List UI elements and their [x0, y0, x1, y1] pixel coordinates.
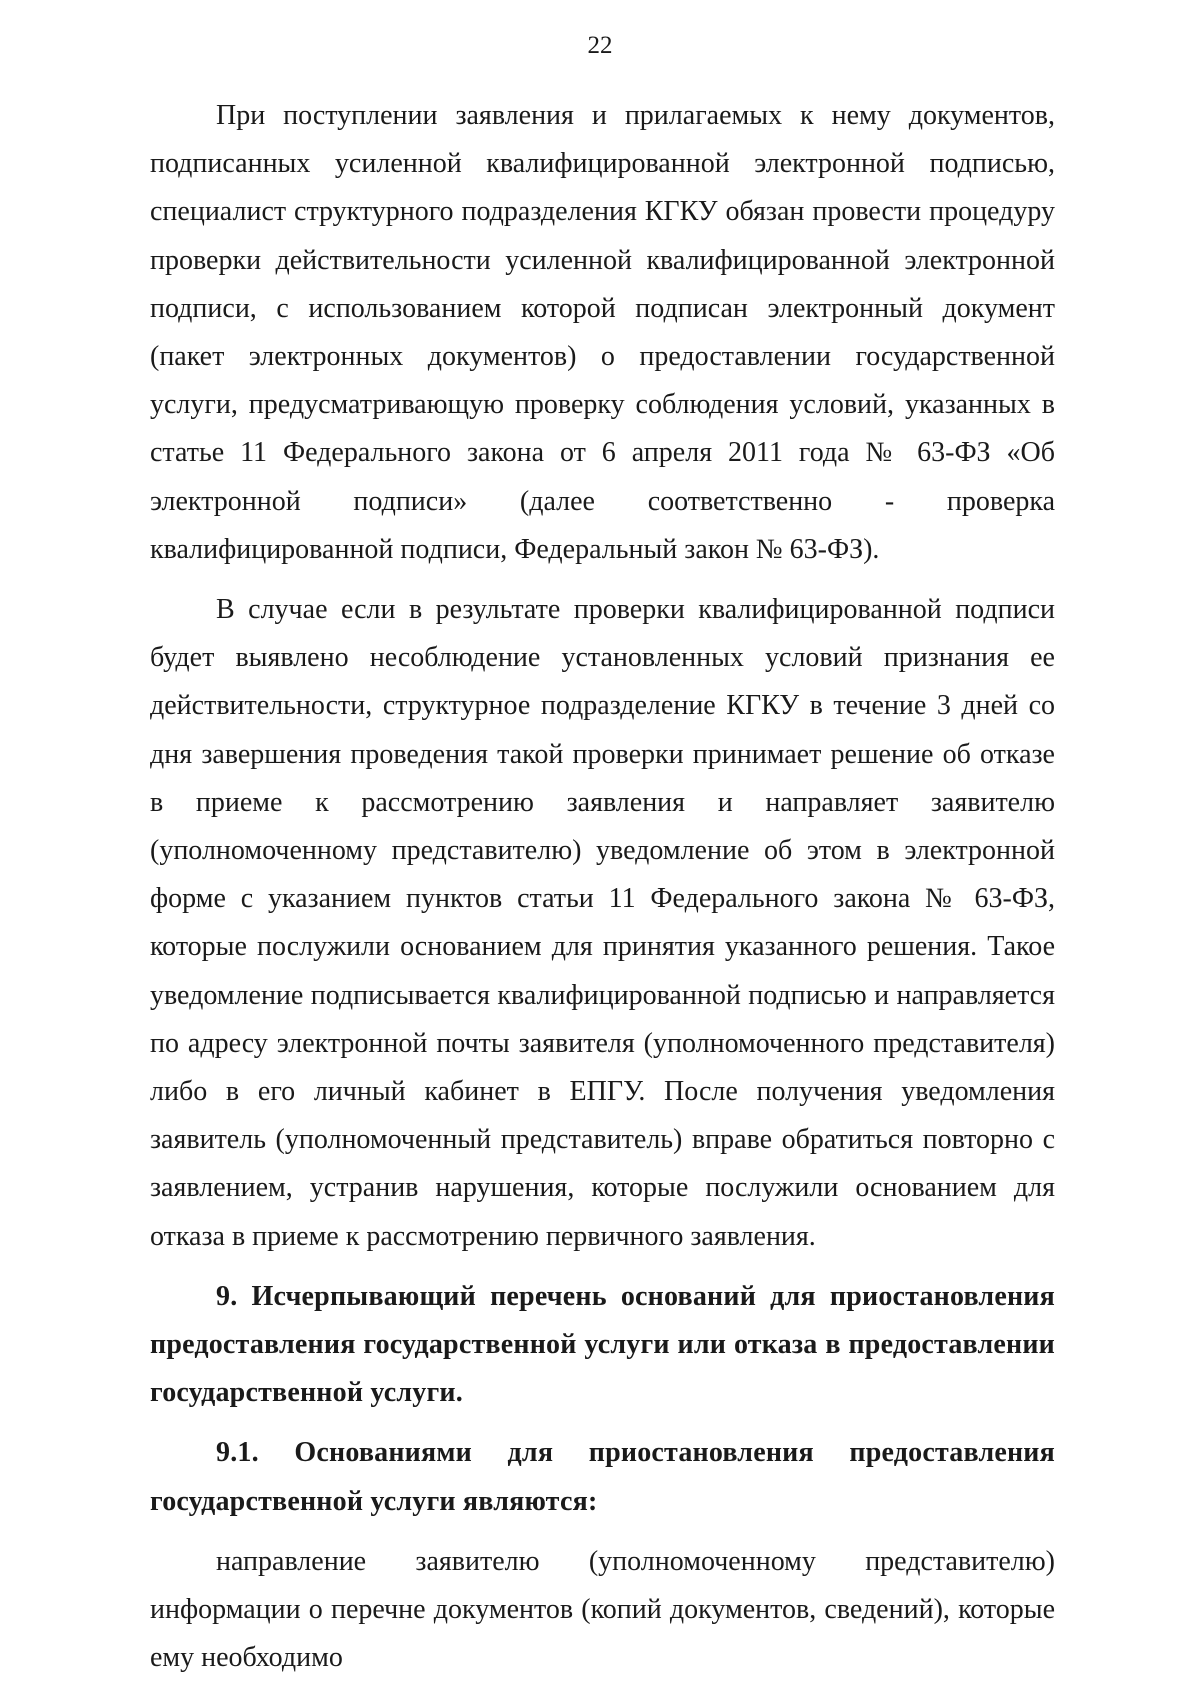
paragraph-refusal-procedure: В случае если в результате проверки квалифицированной подписи будет выявлено несоблюдение установленных условий признания ее действительности, структурное подразделение КГКУ в течение 3 дней со дня завершения проведения такой проверки принимает решение об отказе в приеме к рассмотрению заявления и направляет заявителю (уполномоченному представителю) уведомление об этом в электронной форме с указанием пунктов статьи 11 Федерального закона № 63-ФЗ, которые послужили основанием для принятия указанного решения. Такое уведомление подписывается квалифицированной подписью и направляется по адресу электронной почты заявителя (уполномоченного представителя) либо в его личный кабинет в ЕПГУ. После получения уведомления заявитель (уполномоченный представитель) вправе обратиться повторно с заявлением, устранив нарушения, которые послужили основанием для отказа в приеме к рассмотрению первичного заявления. — [150, 594, 1055, 1252]
document-body — [150, 92, 1055, 1683]
paragraph-suspension-ground: направление заявителю (уполномоченному представителю) информации о перечне документов (копий документов, сведений), которые ему необходимо — [150, 1545, 1055, 1674]
page-number: 22 — [587, 32, 613, 59]
subsection-heading: 9.1. Основаниями для приостановления предоставления государственной услуги являются: — [150, 1437, 1055, 1517]
paragraph-signature-check: При поступлении заявления и прилагаемых к нему документов, подписанных усиленной квалифицированной электронной подписью, специалист структурного подразделения КГКУ обязан провести процедуру проверки действительности усиленной квалифицированной электронной подписи, с использованием которой подписан электронный документ (пакет электронных документов) о предоставлении государственной услуги, предусматривающую проверку соблюдения условий, указанных в статье 11 Федерального закона от 6 апреля 2011 года № 63-ФЗ «Об электронной подписи» (далее соответственно - проверка квалифицированной подписи, Федеральный закон № 63-ФЗ). — [150, 100, 1055, 565]
section-heading: 9. Исчерпывающий перечень оснований для приостановления предоставления государственной услуги или отказа в предоставлении государственной услуги. — [150, 1280, 1055, 1409]
